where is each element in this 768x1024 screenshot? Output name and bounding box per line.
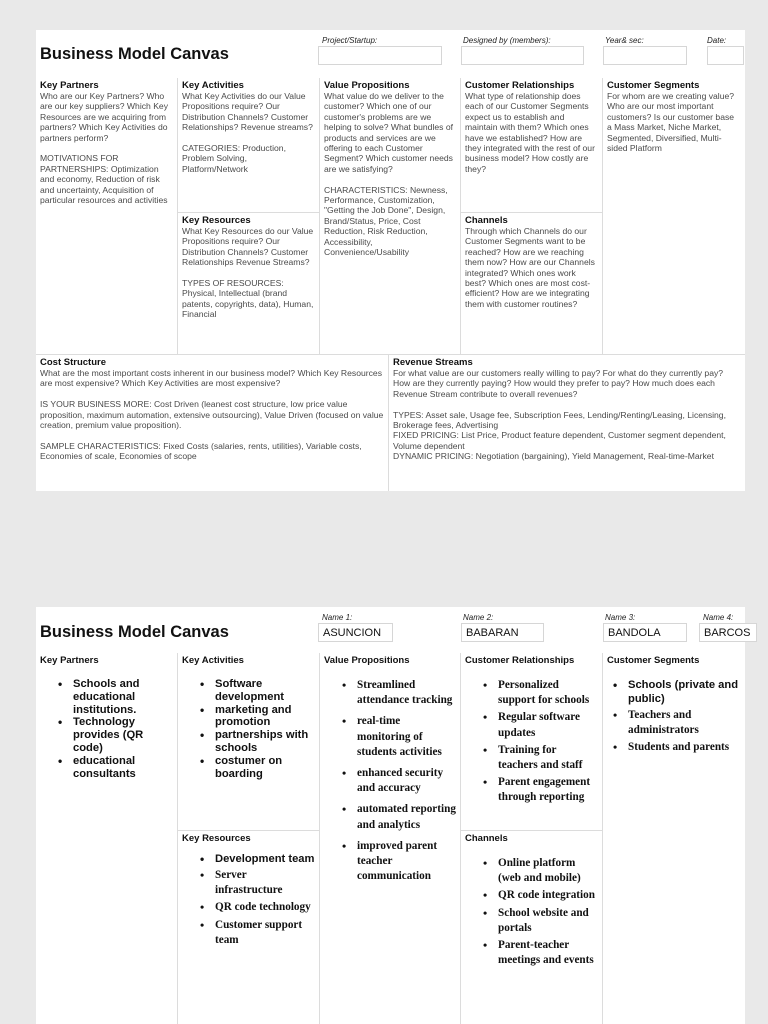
customer-relationships-block — [461, 78, 603, 213]
canvas-template-grid — [36, 78, 745, 491]
channels-heading: Channels — [465, 833, 508, 844]
key-activities-list — [202, 678, 315, 780]
project-field[interactable] — [318, 46, 442, 65]
value-propositions-heading: Value Propositions — [324, 80, 410, 91]
list-item: • Students and parents — [615, 740, 741, 755]
customer-relationships-list — [485, 678, 598, 806]
list-item: • educational consultants — [60, 755, 173, 781]
channels-heading: Channels — [465, 215, 508, 226]
list-item: • Parent-teacher meetings and events — [485, 938, 598, 968]
list-item: • enhanced security and accuracy — [344, 766, 456, 796]
name1-label: Name 1: — [322, 613, 353, 622]
revenue-streams-prompt: For what value are our customers really willing to pay? For what do they currently pay? How are they currently paying? How would they prefer to pay? How much does each Revenue Stream contribute to overall revenues? TYPES: Asset sale, Usage fee, Subscription Fees, Lending/Renting/Leasing, Licensing, Brokerage fees, Advertising FIXED PRICING: List Price, Product feature dependent, Customer segment dependent, Volume dependent DYNAMIC PRICING: Negotiation (bargaining), Yield Management, Real-time-Market — [393, 368, 726, 462]
list-item: • costumer on boarding — [202, 755, 315, 781]
customer-segments-prompt: For whom are we creating value? Who are our most important customers? Is our customer base a Mass Market, Niche Market, Segmented, Diversified, Multi-sided Platform — [607, 91, 735, 154]
cost-structure-block — [36, 355, 389, 491]
channels-block — [461, 831, 603, 1024]
customer-relationships-heading: Customer Relationships — [465, 80, 575, 91]
customer-relationships-prompt: What type of relationship does each of our Customer Segments expect us to establish and maintain with them? Which ones have we established? How are they integrated with the rest of our business model? How costly are they? — [465, 91, 595, 174]
value-propositions-block — [320, 653, 461, 1024]
value-propositions-block — [320, 78, 461, 355]
key-resources-list — [202, 853, 315, 948]
list-item: • improved parent teacher communication — [344, 839, 456, 885]
project-label: Project/Startup: — [322, 36, 378, 45]
key-activities-heading: Key Activities — [182, 655, 244, 666]
key-partners-heading: Key Partners — [40, 655, 99, 666]
list-item: • Schools (private and public) — [615, 678, 741, 706]
list-item: • QR code integration — [485, 888, 598, 903]
cost-structure-prompt: What are the most important costs inherent in our business model? Which Key Resources are most expensive? Which Key Activities are most expensive? IS YOUR BUSINESS MORE: Cost Driven (leanest cost structure, low price value proposition, maximum automation, extensive outsourcing), Value Driven (focused on value creation, premium value proposition). SAMPLE CHARACTERISTICS: Fixed Costs (salaries, rents, utilities), Variable costs, Economies of scale, Economies of scope — [40, 368, 384, 462]
value-propositions-prompt: What value do we deliver to the customer? Which one of our customer's problems are we helping to solve? What bundles of products and services are we offering to each Customer Segment? Which customer needs are we satisfying? CHARACTERISTICS: Newness, Performance, Customization, "Getting the Job Done", Design, Brand/Status, Price, Cost Reduction, Risk Reduction, Accessibility, Convenience/Usability — [324, 91, 453, 258]
list-item: • Development team — [202, 853, 315, 866]
key-resources-prompt: What Key Resources do our Value Propositions require? Our Distribution Channels? Customer Relationships Revenue Streams? TYPES OF RESOURCES: Physical, Intellectual (brand patents, copyrights, data), Human, Financial — [182, 226, 314, 320]
value-propositions-list — [344, 678, 456, 884]
name2-label: Name 2: — [463, 613, 494, 622]
date-label: Date: — [707, 36, 727, 45]
customer-segments-list — [615, 678, 741, 756]
key-activities-prompt: What Key Activities do our Value Propositions require? Our Distribution Channels? Customer Relationships? Revenue streams? CATEGORIES: Production, Problem Solving, Platform/Network — [182, 91, 313, 174]
canvas-filled-title: Business Model Canvas — [40, 623, 229, 641]
cost-structure-heading: Cost Structure — [40, 357, 106, 368]
channels-list — [485, 856, 598, 968]
key-resources-block — [178, 213, 320, 355]
canvas-template-title: Business Model Canvas — [40, 45, 229, 63]
name3-label: Name 3: — [605, 613, 636, 622]
key-activities-block — [178, 78, 320, 213]
canvas-filled-sheet — [36, 607, 751, 1024]
key-resources-block — [178, 831, 320, 1024]
customer-relationships-block — [461, 653, 603, 831]
date-field[interactable] — [707, 46, 744, 65]
key-partners-heading: Key Partners — [40, 80, 99, 91]
list-item: • QR code technology — [202, 900, 315, 915]
key-resources-heading: Key Resources — [182, 215, 251, 226]
list-item: • Personalized support for schools — [485, 678, 598, 708]
list-item: • Regular software updates — [485, 710, 598, 740]
customer-segments-heading: Customer Segments — [607, 655, 700, 666]
list-item: • Customer support team — [202, 918, 315, 948]
list-item: • Server infrastructure — [202, 868, 315, 898]
customer-segments-block — [603, 653, 745, 1024]
key-activities-block — [178, 653, 320, 831]
list-item: • Online platform (web and mobile) — [485, 856, 598, 886]
list-item: • Streamlined attendance tracking — [344, 678, 456, 708]
revenue-streams-heading: Revenue Streams — [393, 357, 473, 368]
year-sec-field[interactable] — [603, 46, 687, 65]
name3-field[interactable]: BANDOLA — [603, 623, 687, 642]
list-item: • Software development — [202, 678, 315, 704]
key-partners-prompt: Who are our Key Partners? Who are our key suppliers? Which Key Resources are we acquiring from partners? Which Key Activities do partners perform? MOTIVATIONS FOR PARTNERSHIPS: Optimization and economy, Reduction of risk and uncertainty, Acquisition of particular resources and activities — [40, 91, 169, 206]
list-item: • Parent engagement through reporting — [485, 775, 598, 805]
revenue-streams-block — [389, 355, 745, 491]
key-activities-heading: Key Activities — [182, 80, 244, 91]
customer-relationships-heading: Customer Relationships — [465, 655, 575, 666]
list-item: • automated reporting and analytics — [344, 802, 456, 832]
channels-prompt: Through which Channels do our Customer Segments want to be reached? How are we reaching them now? How are our Channels integrated? Which ones work best? Which ones are most cost-efficient? How are we integrating them with customer routines? — [465, 226, 595, 309]
customer-segments-heading: Customer Segments — [607, 80, 700, 91]
value-propositions-heading: Value Propositions — [324, 655, 410, 666]
list-item: • Technology provides (QR code) — [60, 716, 173, 754]
name2-field[interactable]: BABARAN — [461, 623, 544, 642]
list-item: • marketing and promotion — [202, 704, 315, 730]
key-partners-list — [60, 678, 173, 780]
year-sec-label: Year& sec: — [605, 36, 644, 45]
list-item: • Training for teachers and staff — [485, 743, 598, 773]
key-partners-block — [36, 78, 178, 355]
list-item: • real-time monitoring of students activities — [344, 714, 456, 760]
name4-label: Name 4: — [703, 613, 734, 622]
list-item: • School website and portals — [485, 906, 598, 936]
key-partners-block — [36, 653, 178, 1024]
channels-block — [461, 213, 603, 355]
list-item: • partnerships with schools — [202, 729, 315, 755]
canvas-template-sheet — [36, 30, 745, 491]
customer-segments-block — [603, 78, 745, 355]
canvas-filled-grid — [36, 653, 745, 1024]
list-item: • Schools and educational institutions. — [60, 678, 173, 716]
key-resources-heading: Key Resources — [182, 833, 251, 844]
designed-by-label: Designed by (members): — [463, 36, 551, 45]
name4-field[interactable]: BARCOS — [699, 623, 757, 642]
designed-by-field[interactable] — [461, 46, 584, 65]
list-item: • Teachers and administrators — [615, 708, 741, 738]
name1-field[interactable]: ASUNCION — [318, 623, 393, 642]
